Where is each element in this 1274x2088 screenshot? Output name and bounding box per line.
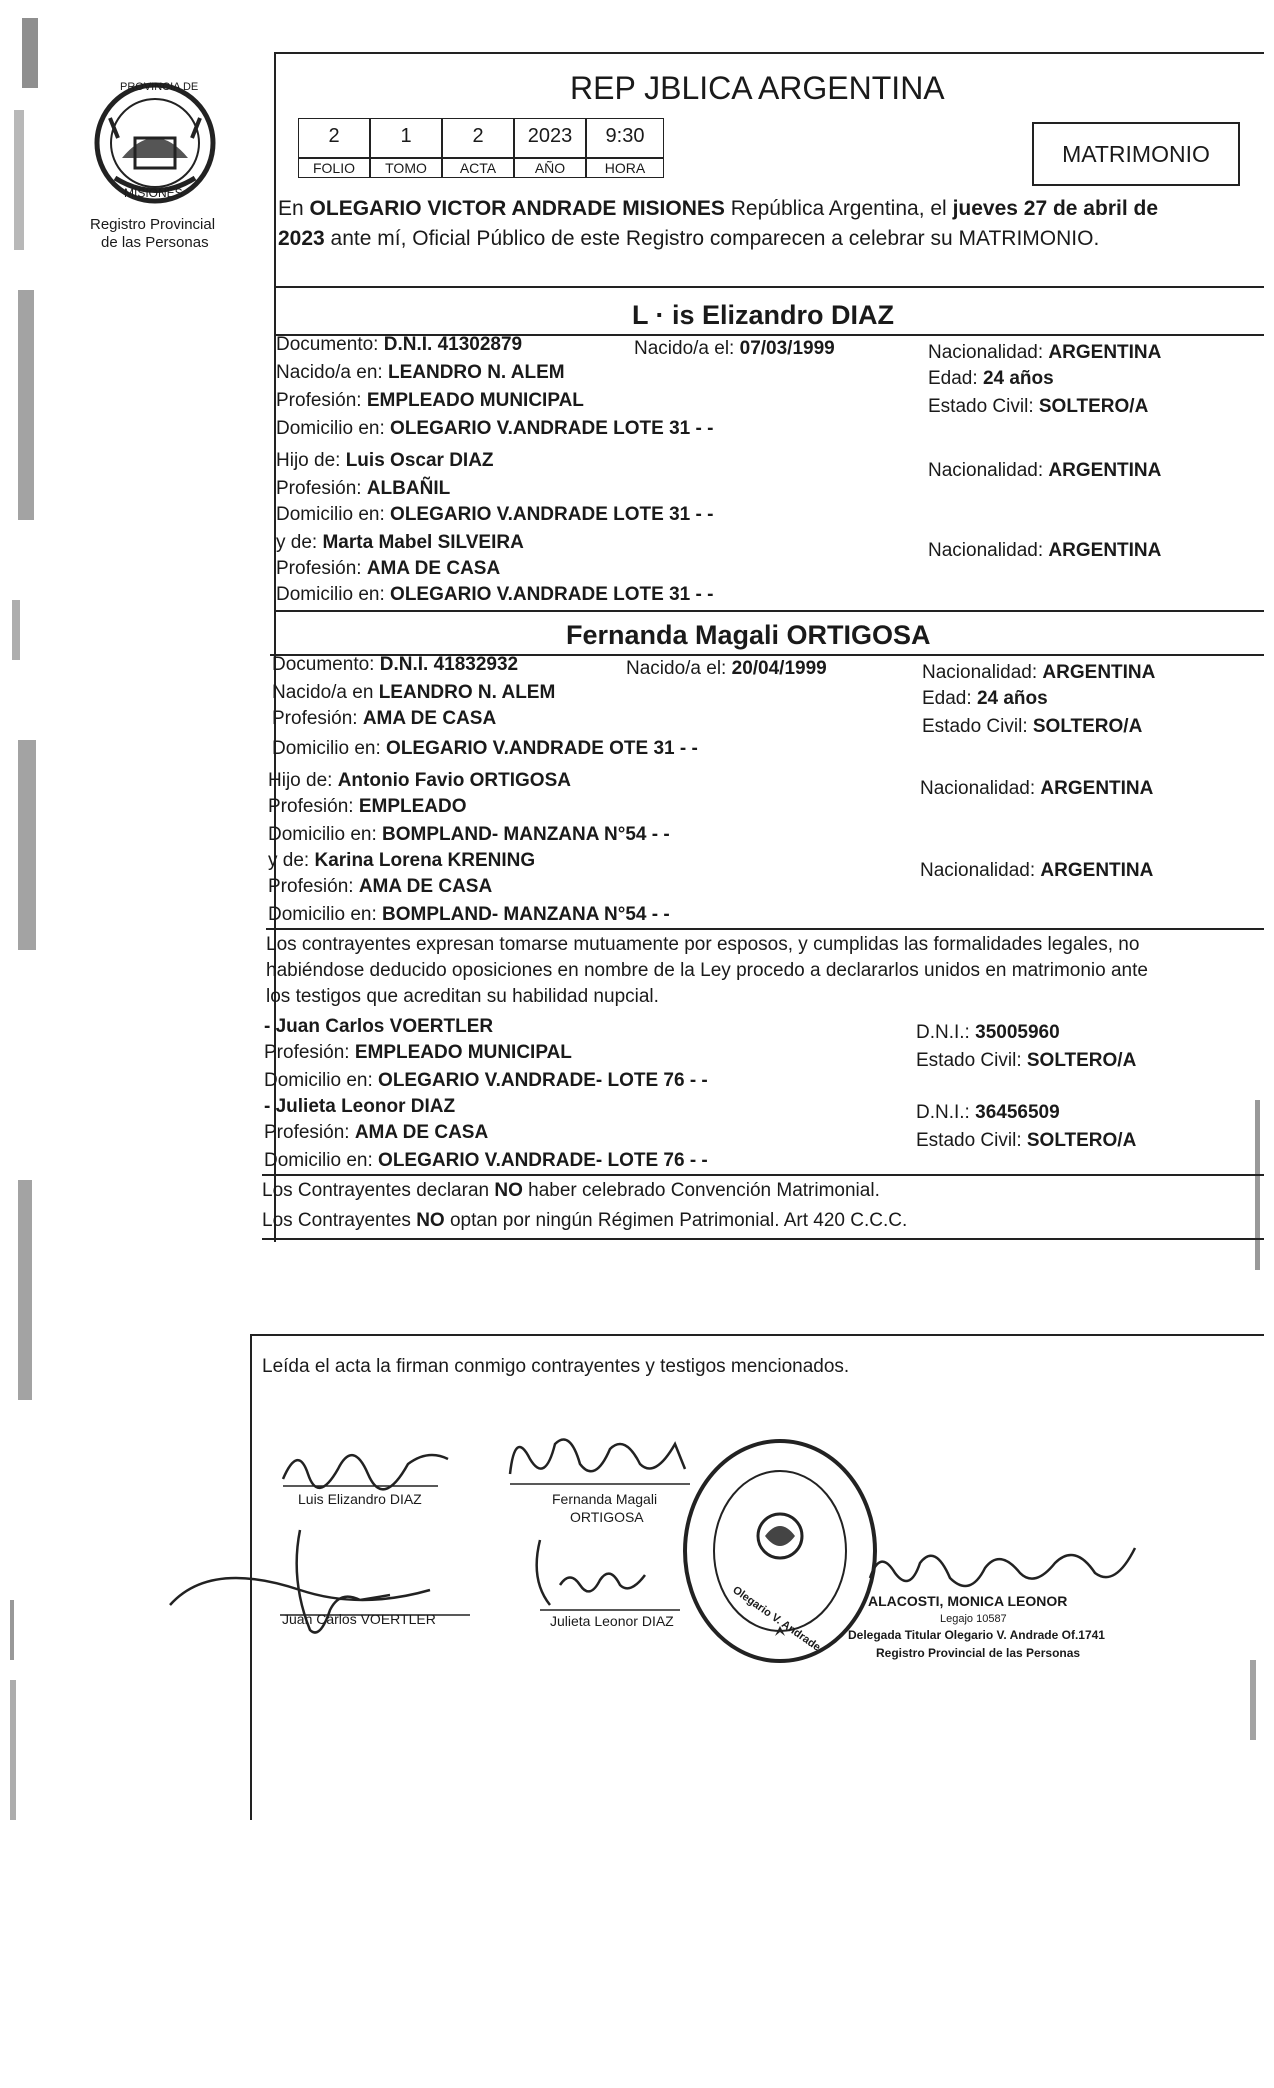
witness-1-profession: Profesión: EMPLEADO MUNICIPAL (264, 1042, 572, 1063)
stamp-inner-text: Olegario V. Andrade (730, 1584, 823, 1654)
groom-address: Domicilio en: OLEGARIO V.ANDRADE LOTE 31 - - (276, 418, 714, 439)
witness-2-name: - Julieta Leonor DIAZ (264, 1096, 456, 1117)
declaration-line-1: Los contrayentes expresan tomarse mutuamente por esposos, y cumplidas las formalidades legales, no (266, 934, 1140, 955)
bride-name: Fernanda Magali ORTIGOSA (566, 620, 931, 650)
witness-1-signature (150, 1520, 480, 1655)
record-type-box (1032, 122, 1240, 186)
witness-1-signature-label: Juan Carlos VOERTLER (282, 1611, 436, 1627)
witness-2-civil-status: Estado Civil: SOLTERO/A (916, 1130, 1137, 1151)
groom-age: Edad: 24 años (928, 368, 1054, 389)
closing-text: Leída el acta la firman conmigo contrayentes y testigos mencionados. (262, 1356, 850, 1377)
witness-2-signature-label: Julieta Leonor DIAZ (550, 1613, 674, 1629)
ano-cell: 2023 (514, 118, 586, 158)
groom-father-profession: Profesión: ALBAÑIL (276, 478, 451, 499)
witness-1-dni: D.N.I.: 35005960 (916, 1022, 1060, 1043)
scan-artifact (14, 110, 24, 250)
witness-2-dni: D.N.I.: 36456509 (916, 1102, 1060, 1123)
tomo-label: TOMO (370, 158, 442, 178)
scan-artifact (10, 1600, 14, 1660)
acta-cell: 2 (442, 118, 514, 158)
divider (274, 286, 1264, 288)
folio-label: FOLIO (298, 158, 370, 178)
bride-signature-label-1: Fernanda Magali (552, 1491, 658, 1507)
acta-label: ACTA (442, 158, 514, 178)
groom-father-nationality: Nacionalidad: ARGENTINA (928, 460, 1162, 481)
bride-mother-address: Domicilio en: BOMPLAND- MANZANA N°54 - - (268, 904, 670, 925)
frame-top-border (274, 52, 1264, 54)
witness-1-name: - Juan Carlos VOERTLER (264, 1016, 494, 1037)
bride-signature-label-2: ORTIGOSA (570, 1509, 644, 1525)
bride-birthdate: Nacido/a el: 20/04/1999 (626, 658, 827, 679)
hora-cell: 9:30 (586, 118, 664, 158)
scan-artifact (18, 1180, 32, 1400)
registry-name-line2: de las Personas (101, 234, 209, 251)
groom-profession: Profesión: EMPLEADO MUNICIPAL (276, 390, 584, 411)
hora-label: HORA (586, 158, 664, 178)
ano-label: AÑO (514, 158, 586, 178)
bride-civil-status: Estado Civil: SOLTERO/A (922, 716, 1143, 737)
groom-signature-label: Luis Elizandro DIAZ (298, 1491, 422, 1507)
scan-artifact (1250, 1660, 1256, 1740)
groom-name: L · is Elizandro DIAZ (632, 300, 895, 330)
officer-title-2: Registro Provincial de las Personas (876, 1646, 1081, 1660)
emblem-text-top: PROVINCIA DE (120, 81, 199, 93)
groom-birthplace: Nacido/a en: LEANDRO N. ALEM (276, 362, 565, 383)
bride-age: Edad: 24 años (922, 688, 1048, 709)
bride-father-nationality: Nacionalidad: ARGENTINA (920, 778, 1154, 799)
scan-artifact (18, 290, 34, 520)
groom-civil-status: Estado Civil: SOLTERO/A (928, 396, 1149, 417)
page-title: REP JBLICA ARGENTINA (570, 70, 945, 106)
divider (262, 1174, 1264, 1176)
bride-mother-profession: Profesión: AMA DE CASA (268, 876, 493, 897)
scan-artifact (22, 18, 38, 88)
folio-cell: 2 (298, 118, 370, 158)
record-type: MATRIMONIO (1062, 141, 1210, 167)
convention-line-1: Los Contrayentes declaran NO haber celebrado Convención Matrimonial. (262, 1180, 880, 1201)
groom-nationality: Nacionalidad: ARGENTINA (928, 342, 1162, 363)
bride-birthplace: Nacido/a en LEANDRO N. ALEM (272, 682, 556, 703)
registry-name-line1: Registro Provincial (90, 216, 216, 233)
bride-father-profession: Profesión: EMPLEADO (268, 796, 467, 817)
intro-line-1: En OLEGARIO VICTOR ANDRADE MISIONES República Argentina, el jueves 27 de abril de (278, 197, 1158, 220)
scan-artifact (12, 600, 20, 660)
groom-documento: Documento: D.N.I. 41302879 (276, 334, 523, 355)
groom-mother-profession: Profesión: AMA DE CASA (276, 558, 501, 579)
groom-mother-address: Domicilio en: OLEGARIO V.ANDRADE LOTE 31 - - (276, 584, 714, 605)
officer-title-1: Delegada Titular Olegario V. Andrade Of.1741 (848, 1628, 1105, 1642)
tomo-cell: 1 (370, 118, 442, 158)
declaration-line-3: los testigos que acreditan su habilidad nupcial. (266, 986, 659, 1007)
witness-2-address: Domicilio en: OLEGARIO V.ANDRADE- LOTE 76 - - (264, 1150, 708, 1171)
bride-nationality: Nacionalidad: ARGENTINA (922, 662, 1156, 683)
bride-mother: y de: Karina Lorena KRENING (268, 850, 536, 871)
convention-line-2: Los Contrayentes NO optan por ningún Régimen Patrimonial. Art 420 C.C.C. (262, 1210, 908, 1231)
witness-1-civil-status: Estado Civil: SOLTERO/A (916, 1050, 1137, 1071)
bride-father-address: Domicilio en: BOMPLAND- MANZANA N°54 - - (268, 824, 670, 845)
witness-2-profession: Profesión: AMA DE CASA (264, 1122, 489, 1143)
groom-birthdate: Nacido/a el: 07/03/1999 (634, 338, 835, 359)
intro-line-2: 2023 ante mí, Oficial Público de este Registro comparecen a celebrar su MATRIMONIO. (278, 227, 1100, 250)
groom-mother: y de: Marta Mabel SILVEIRA (276, 532, 524, 553)
officer-name: ALACOSTI, MONICA LEONOR (868, 1593, 1068, 1609)
bride-mother-nationality: Nacionalidad: ARGENTINA (920, 860, 1154, 881)
divider (266, 928, 1264, 930)
bride-profession: Profesión: AMA DE CASA (272, 708, 497, 729)
emblem-text-bottom: MISIONES (124, 186, 183, 200)
scan-artifact (1255, 1100, 1260, 1270)
groom-mother-nationality: Nacionalidad: ARGENTINA (928, 540, 1162, 561)
groom-father-address: Domicilio en: OLEGARIO V.ANDRADE LOTE 31 - - (276, 504, 714, 525)
bride-address: Domicilio en: OLEGARIO V.ANDRADE OTE 31 - - (272, 738, 698, 759)
officer-legajo: Legajo 10587 (940, 1613, 1007, 1625)
groom-father: Hijo de: Luis Oscar DIAZ (276, 450, 494, 471)
divider (250, 1334, 1264, 1336)
scan-artifact (18, 740, 36, 950)
divider (274, 610, 1264, 612)
bride-father: Hijo de: Antonio Favio ORTIGOSA (268, 770, 571, 791)
declaration-line-2: habiéndose deducido oposiciones en nombre de la Ley procedo a declararlos unidos en matrimonio ante (266, 960, 1148, 981)
witness-1-address: Domicilio en: OLEGARIO V.ANDRADE- LOTE 76 - - (264, 1070, 708, 1091)
scan-artifact (10, 1680, 16, 1820)
bride-documento: Documento: D.N.I. 41832932 (272, 654, 519, 675)
divider (262, 1238, 1264, 1240)
